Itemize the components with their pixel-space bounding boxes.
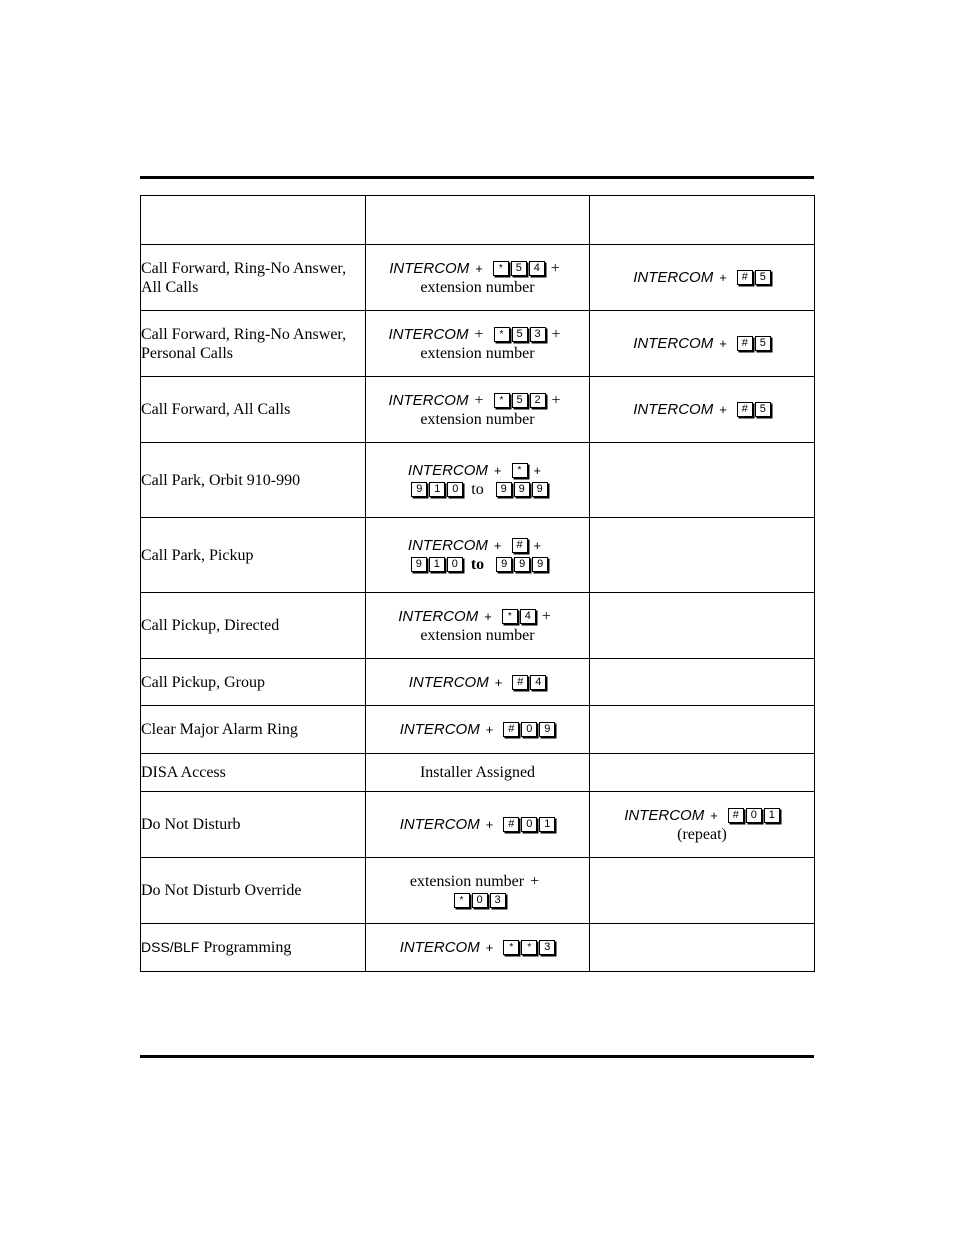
keypad-keys xyxy=(493,261,545,276)
digit-key: 9 xyxy=(514,557,530,572)
digit-key: 5 xyxy=(512,327,528,342)
feature-name: Do Not Disturb xyxy=(141,792,366,858)
table-row xyxy=(141,443,815,518)
digit-key: 5 xyxy=(512,393,528,408)
digit-key: 0 xyxy=(447,482,463,497)
digit-key: 5 xyxy=(511,261,527,276)
dial-sequence: INTERCOM + * * 3 xyxy=(366,924,590,972)
pound-key: # xyxy=(503,722,519,737)
keypad-keys xyxy=(512,538,528,553)
table-row xyxy=(141,593,815,659)
keypad-keys xyxy=(737,270,771,285)
digit-key: 1 xyxy=(429,482,445,497)
extension-number-text: extension number xyxy=(420,278,535,296)
star-key: * xyxy=(503,940,519,955)
digit-key: 3 xyxy=(530,327,546,342)
digit-key: 3 xyxy=(490,893,506,908)
cancel-sequence xyxy=(590,518,815,593)
feature-name: Call Forward, Ring-No Answer, All Calls xyxy=(141,245,366,311)
table-row xyxy=(141,377,815,443)
dial-sequence: extension number + * 0 3 xyxy=(366,858,590,924)
star-key: * xyxy=(521,940,537,955)
keypad-keys xyxy=(503,817,555,832)
star-key: * xyxy=(494,393,510,408)
digit-key: 0 xyxy=(521,817,537,832)
pound-key: # xyxy=(737,336,753,351)
pound-key: # xyxy=(512,675,528,690)
orbit-start-keys xyxy=(411,482,463,497)
digit-key: 3 xyxy=(539,940,555,955)
cancel-sequence: INTERCOM + # 5 xyxy=(590,311,815,377)
digit-key: 9 xyxy=(514,482,530,497)
feature-name: Call Pickup, Directed xyxy=(141,593,366,659)
feature-name: Clear Major Alarm Ring xyxy=(141,706,366,754)
table-row xyxy=(141,792,815,858)
keypad-keys xyxy=(503,722,555,737)
orbit-end-keys xyxy=(496,482,548,497)
intercom-label: INTERCOM xyxy=(389,259,470,277)
keypad-keys xyxy=(512,463,528,478)
bottom-rule xyxy=(140,1055,814,1058)
header-row xyxy=(141,196,815,245)
cancel-sequence xyxy=(590,924,815,972)
digit-key: 9 xyxy=(496,482,512,497)
digit-key: 1 xyxy=(539,817,555,832)
feature-name: Call Forward, All Calls xyxy=(141,377,366,443)
digit-key: 9 xyxy=(411,482,427,497)
feature-code-table xyxy=(140,195,815,972)
keypad-keys xyxy=(494,393,546,408)
header-sequence xyxy=(366,196,590,245)
table-row xyxy=(141,754,815,792)
repeat-note: (repeat) xyxy=(677,825,727,843)
cancel-sequence: INTERCOM + # 0 1 (repeat) xyxy=(590,792,815,858)
dial-sequence: Installer Assigned xyxy=(366,754,590,792)
digit-key: 9 xyxy=(532,557,548,572)
table-row xyxy=(141,924,815,972)
pound-key: # xyxy=(737,270,753,285)
keypad-keys xyxy=(503,940,555,955)
feature-name: Call Park, Orbit 910-990 xyxy=(141,443,366,518)
star-key: * xyxy=(494,327,510,342)
table-row xyxy=(141,706,815,754)
digit-key: 1 xyxy=(764,808,780,823)
cancel-sequence xyxy=(590,754,815,792)
top-rule xyxy=(140,176,814,179)
table-row xyxy=(141,311,815,377)
digit-key: 0 xyxy=(521,722,537,737)
pound-key: # xyxy=(503,817,519,832)
digit-key: 9 xyxy=(411,557,427,572)
star-key: * xyxy=(454,893,470,908)
keypad-keys xyxy=(728,808,780,823)
dial-sequence: INTERCOM + # 0 1 xyxy=(366,792,590,858)
feature-name: Call Forward, Ring-No Answer, Personal Calls xyxy=(141,311,366,377)
keypad-keys xyxy=(454,893,506,908)
digit-key: 4 xyxy=(529,261,545,276)
digit-key: 5 xyxy=(755,270,771,285)
cancel-sequence xyxy=(590,858,815,924)
digit-key: 2 xyxy=(530,393,546,408)
digit-key: 9 xyxy=(539,722,555,737)
keypad-keys xyxy=(494,327,546,342)
dial-sequence: INTERCOM + * 5 4 + extension number xyxy=(366,245,590,311)
feature-name: DSS/BLF Programming xyxy=(141,924,366,972)
dial-sequence: INTERCOM + * 4 + extension number xyxy=(366,593,590,659)
feature-name: Call Pickup, Group xyxy=(141,659,366,706)
digit-key: 5 xyxy=(755,336,771,351)
feature-name: Do Not Disturb Override xyxy=(141,858,366,924)
dial-sequence: INTERCOM + * 5 3 + extension number xyxy=(366,311,590,377)
keypad-keys xyxy=(512,675,546,690)
table-row xyxy=(141,245,815,311)
pound-key: # xyxy=(512,538,528,553)
digit-key: 9 xyxy=(532,482,548,497)
cancel-sequence xyxy=(590,443,815,518)
keypad-keys xyxy=(737,402,771,417)
dial-sequence: INTERCOM + # 0 9 xyxy=(366,706,590,754)
digit-key: 1 xyxy=(429,557,445,572)
header-cancel xyxy=(590,196,815,245)
digit-key: 4 xyxy=(530,675,546,690)
star-key: * xyxy=(493,261,509,276)
digit-key: 0 xyxy=(472,893,488,908)
table-row xyxy=(141,518,815,593)
star-key: * xyxy=(502,609,518,624)
digit-key: 0 xyxy=(746,808,762,823)
keypad-keys xyxy=(502,609,536,624)
table-row xyxy=(141,659,815,706)
cancel-sequence xyxy=(590,659,815,706)
feature-name: DISA Access xyxy=(141,754,366,792)
dial-sequence: INTERCOM + * + 9 1 0 to 9 9 9 xyxy=(366,443,590,518)
keypad-keys xyxy=(737,336,771,351)
extension-number-text: extension number xyxy=(409,872,525,890)
cancel-sequence: INTERCOM + # 5 xyxy=(590,245,815,311)
cancel-sequence: INTERCOM + # 5 xyxy=(590,377,815,443)
digit-key: 4 xyxy=(520,609,536,624)
cancel-sequence xyxy=(590,706,815,754)
star-key: * xyxy=(512,463,528,478)
pound-key: # xyxy=(737,402,753,417)
orbit-start-keys xyxy=(411,557,463,572)
cancel-sequence xyxy=(590,593,815,659)
table-row xyxy=(141,858,815,924)
header-feature xyxy=(141,196,366,245)
digit-key: 0 xyxy=(447,557,463,572)
dial-sequence: INTERCOM + # 4 xyxy=(366,659,590,706)
dial-sequence: INTERCOM + * 5 2 + extension number xyxy=(366,377,590,443)
digit-key: 5 xyxy=(755,402,771,417)
orbit-end-keys xyxy=(496,557,548,572)
pound-key: # xyxy=(728,808,744,823)
feature-name: Call Park, Pickup xyxy=(141,518,366,593)
digit-key: 9 xyxy=(496,557,512,572)
dial-sequence: INTERCOM + # + 9 1 0 to 9 9 9 xyxy=(366,518,590,593)
